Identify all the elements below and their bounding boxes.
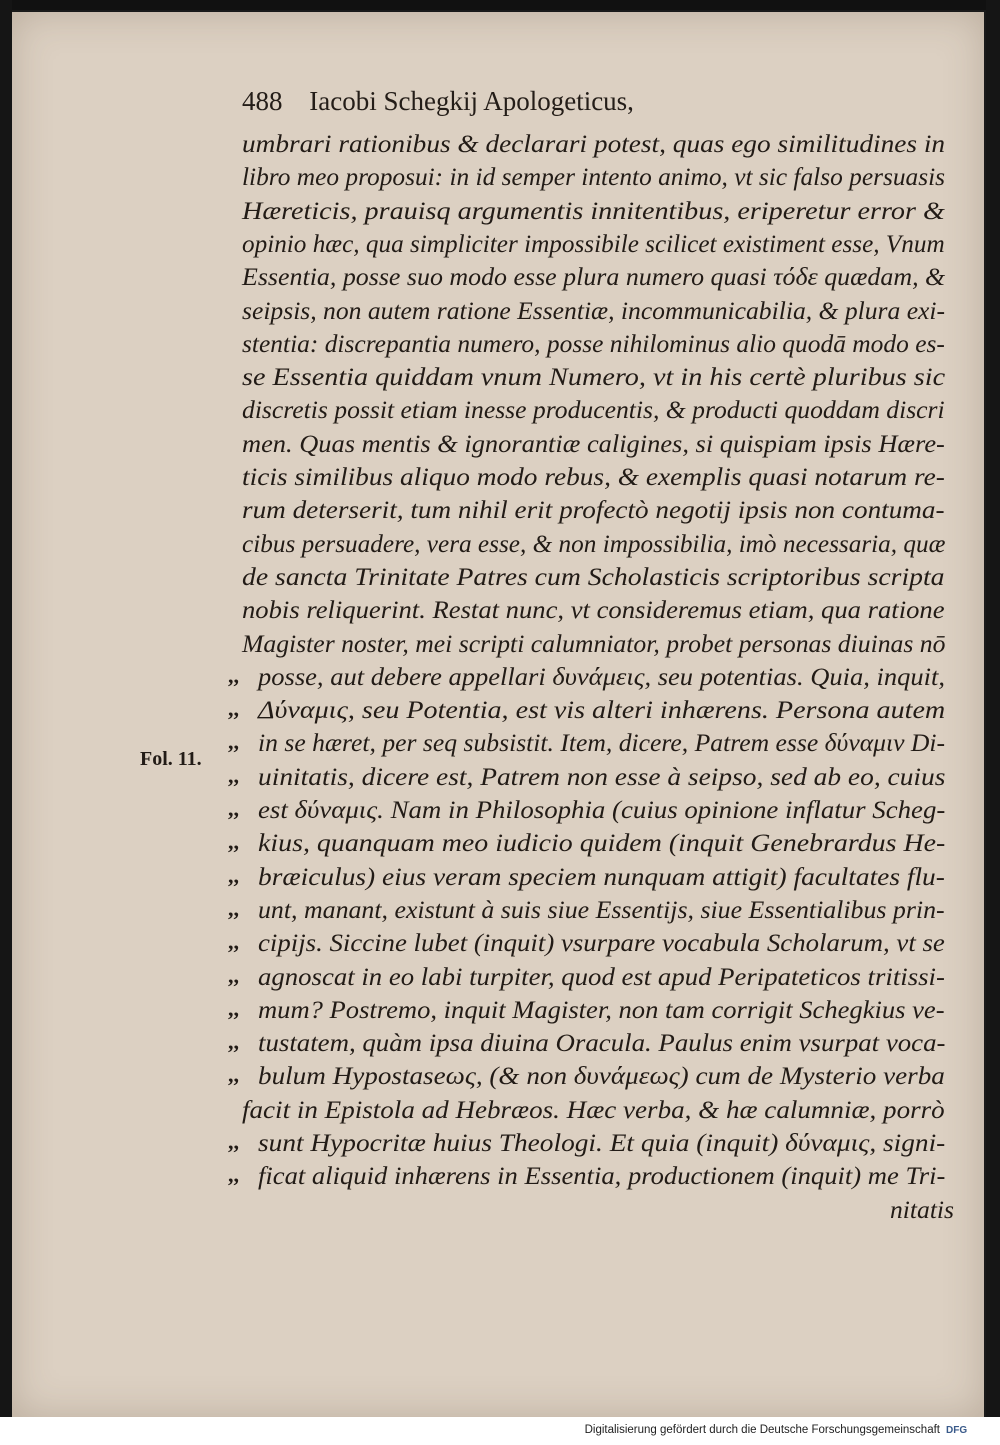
quote-mark: ,, (228, 796, 239, 821)
text-line: bræiculus) eius veram speciem nunquam attigit) facultates flu- (258, 861, 945, 891)
scan-frame-right (986, 0, 1000, 1445)
quote-mark: ,, (228, 729, 239, 755)
quote-mark: ,, (228, 696, 239, 722)
text-line: de sancta Trinitate Patres cum Scholasticis scriptoribus scripta (242, 561, 945, 591)
text-line: nobis reliquerint. Restat nunc, vt consideremus etiam, qua ratione (242, 595, 945, 625)
quote-mark: ,, (228, 762, 239, 788)
text-line: discretis possit etiam inesse producentis, & producti quoddam discri (242, 395, 945, 425)
text-line: ticis similibus aliquo modo rebus, & exemplis quasi notarum re- (242, 462, 945, 491)
quote-mark: ,, (228, 962, 239, 988)
text-line: cipijs. Siccine lubet (inquit) vsurpare vocabula Scholarum, vt se (258, 928, 945, 958)
dfg-logo: DFG (946, 1425, 968, 1436)
quote-mark: ,, (228, 1062, 239, 1088)
text-line: Δύναμις, seu Potentia, est vis alteri inhærens. Persona autem (258, 695, 946, 725)
text-line: seipsis, non autem ratione Essentiæ, incommunicabilia, & plura exi- (242, 295, 946, 325)
footer-bar (0, 1417, 1000, 1445)
quote-mark: ,, (228, 862, 239, 888)
text-line: sunt Hypocritæ huius Theologi. Et quia (inquit) δύναμις, signi- (258, 1128, 946, 1157)
quote-mark: ,, (228, 995, 239, 1021)
text-line: nitatis (890, 1194, 954, 1224)
text-line: est δύναμις. Nam in Philosophia (cuius opinione inflatur Scheg- (258, 795, 946, 824)
scan-frame-top (0, 0, 1000, 10)
text-line: Essentia, posse suo modo esse plura numero quasi τόδε quædam, & (242, 262, 946, 292)
text-line: cibus persuadere, vera esse, & non impossibilia, imò necessaria, quæ (242, 528, 946, 558)
quote-mark: ,, (228, 1129, 239, 1154)
text-line: posse, aut debere appellari δυνάμεις, seu potentias. Quia, inquit, (258, 661, 946, 691)
text-line: libro meo proposui: in id semper intento animo, vt sic falso persuasis (242, 162, 946, 192)
quote-mark: ,, (228, 1029, 239, 1055)
text-line: in se hæret, per seq subsistit. Item, dicere, Patrem esse δύναμιν Di- (258, 728, 946, 758)
text-line: opinio hæc, qua simpliciter impossibile scilicet existiment esse, Vnum (242, 228, 945, 258)
text-line: ficat aliquid inhærens in Essentia, productionem (inquit) me Tri- (258, 1161, 946, 1191)
text-line: se Essentia quiddam vnum Numero, vt in his certè pluribus sic (242, 362, 946, 392)
quote-mark: ,, (228, 662, 239, 688)
text-line: uinitatis, dicere est, Patrem non esse à seipso, sed ab eo, cuius (258, 761, 946, 791)
page-number: 488 (242, 86, 283, 116)
text-line: Hæreticis, prauisq argumentis innitentibus, eriperetur error & (242, 195, 945, 225)
text-line: mum? Postremo, inquit Magister, non tam corrigit Schegkius ve- (258, 994, 945, 1024)
text-line: Magister noster, mei scripti calumniator, probet personas diuinas nō (242, 628, 946, 658)
text-line: men. Quas mentis & ignorantiæ caligines, si quispiam ipsis Hære- (242, 428, 945, 458)
text-line: facit in Epistola ad Hebræos. Hæc verba, & hæ calumniæ, porrò (242, 1094, 945, 1124)
quote-mark: ,, (228, 1162, 239, 1188)
margin-note: Fol. 11. (140, 748, 202, 770)
running-title: Iacobi Schegkij Apologeticus, (309, 86, 634, 116)
text-line: umbrari rationibus & declarari potest, quas ego similitudines in (242, 129, 946, 158)
text-line: stentia: discrepantia numero, posse nihilominus alio quodā modo es- (242, 328, 945, 358)
page-header (242, 86, 634, 117)
quote-mark: ,, (228, 829, 239, 855)
scan-frame-left (0, 0, 12, 1445)
text-line: bulum Hypostaseως, (& non δυνάμεως) cum de Mysterio verba (258, 1061, 945, 1091)
funding-notice: Digitalisierung gefördert durch die Deutsche Forschungsgemeinschaft (584, 1424, 940, 1436)
text-line: tustatem, quàm ipsa diuina Oracula. Paulus enim vsurpat voca- (258, 1028, 946, 1058)
text-line: unt, manant, existunt à suis siue Essentijs, siue Essentialibus prin- (258, 894, 945, 924)
quote-mark: ,, (228, 895, 239, 921)
text-line: rum deterserit, tum nihil erit profectò negotij ipsis non contuma- (242, 495, 945, 525)
text-line: kius, quanquam meo iudicio quidem (inquit Genebrardus He- (258, 828, 946, 858)
quote-mark: ,, (228, 929, 239, 955)
text-line: agnoscat in eo labi turpiter, quod est apud Peripateticos tritissi- (258, 961, 945, 991)
